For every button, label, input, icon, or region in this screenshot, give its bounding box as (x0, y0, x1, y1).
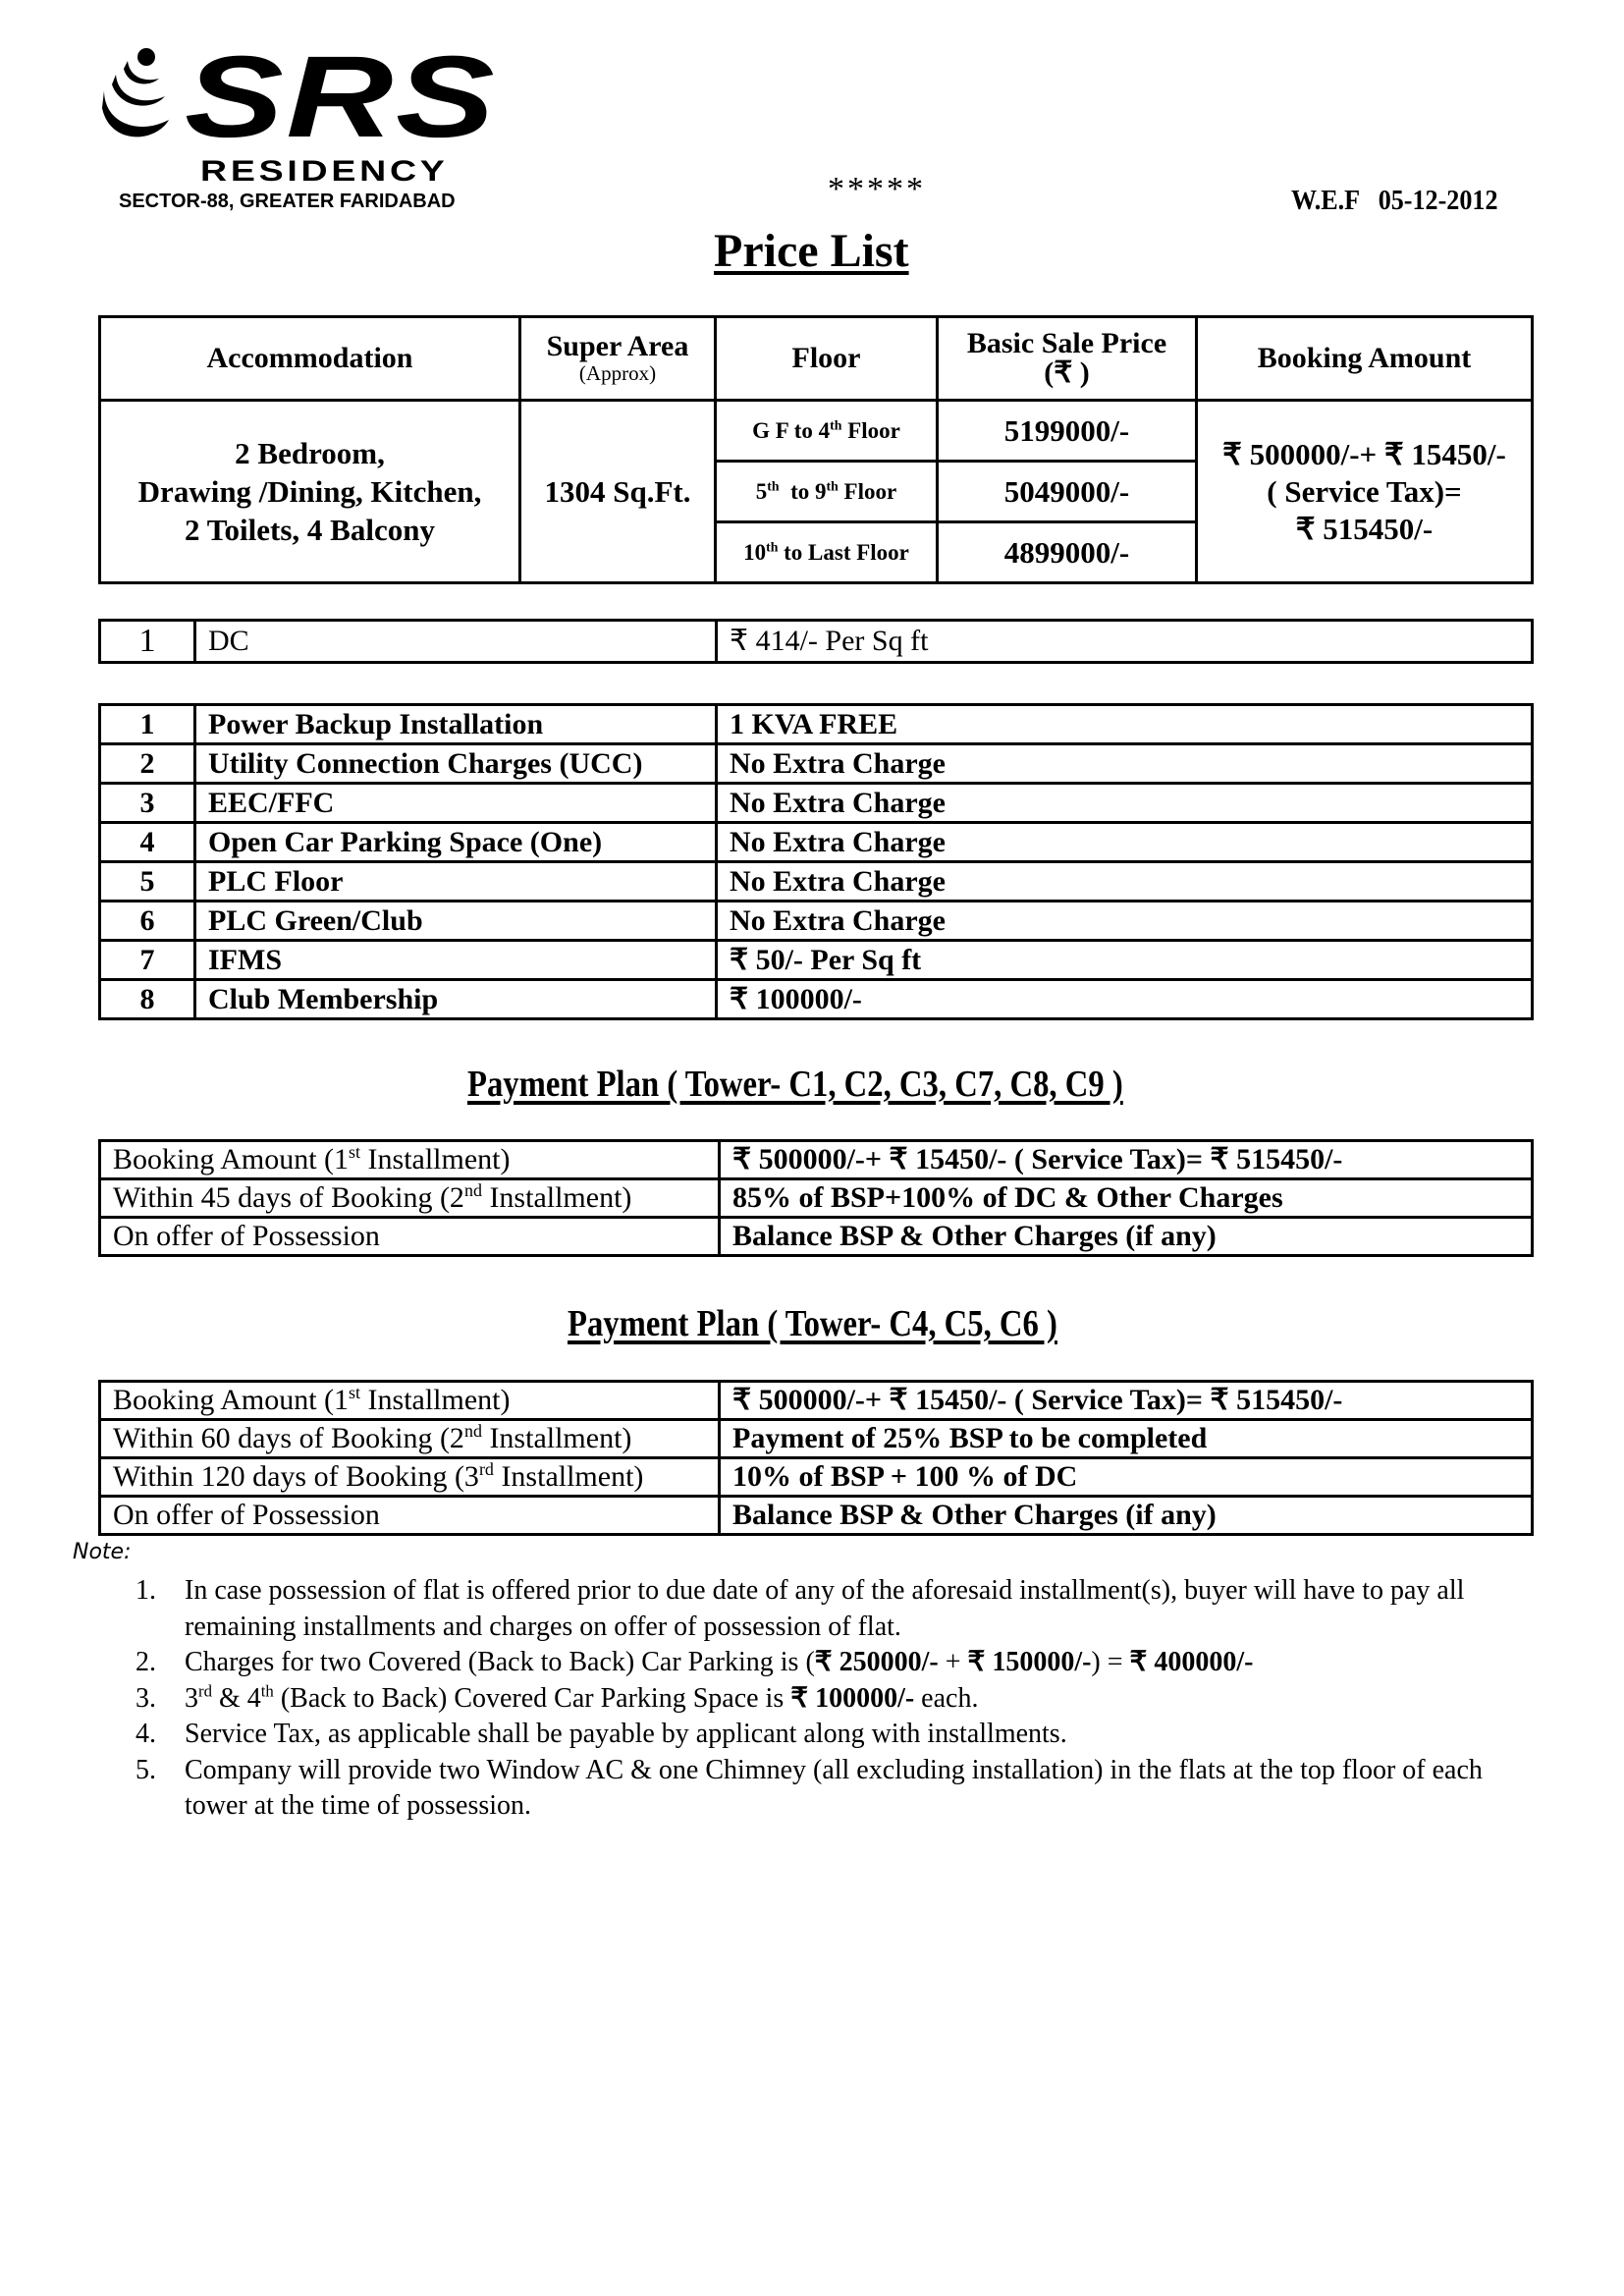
row-number: 5 (100, 862, 195, 902)
row-number: 8 (100, 980, 195, 1019)
installment-label: Booking Amount (1st Installment) (100, 1141, 720, 1179)
row-number: 1 (100, 621, 195, 663)
row-label: PLC Floor (195, 862, 717, 902)
installment-label: Within 120 days of Booking (3rd Installment) (100, 1458, 720, 1497)
row-number: 6 (100, 902, 195, 941)
floor-cell: 10th to Last Floor (716, 522, 938, 583)
table-row (100, 401, 1533, 462)
row-value: No Extra Charge (717, 862, 1533, 902)
installment-label: Within 60 days of Booking (2nd Installment) (100, 1420, 720, 1458)
table-row (100, 862, 1533, 902)
table-row (100, 902, 1533, 941)
price-table-header (100, 317, 1533, 401)
row-label: Utility Connection Charges (UCC) (195, 744, 717, 784)
note-item: 3. 3rd & 4th (Back to Back) Covered Car Parking Space is ₹ 100000/- each. (135, 1681, 979, 1714)
note-item: 4. Service Tax, as applicable shall be payable by applicant along with installments. (135, 1719, 1067, 1749)
table-row (100, 1458, 1533, 1497)
super-area-cell: 1304 Sq.Ft. (520, 401, 716, 583)
table-row (100, 1420, 1533, 1458)
logo-swirl-icon (100, 47, 173, 149)
effective-date: W.E.F 05-12-2012 (1291, 185, 1498, 216)
row-label: DC (195, 621, 717, 663)
row-label: Power Backup Installation (195, 705, 717, 744)
booking-amount-cell: ₹ 500000/-+ ₹ 15450/- ( Service Tax)= ₹ 515450/- (1197, 401, 1533, 583)
table-row (100, 1218, 1533, 1256)
row-label: PLC Green/Club (195, 902, 717, 941)
price-table (98, 315, 1534, 584)
logo-location: SECTOR-88, GREATER FARIDABAD (119, 191, 456, 212)
row-value: ₹ 414/- Per Sq ft (717, 621, 1533, 663)
row-value: No Extra Charge (717, 744, 1533, 784)
extras-table (98, 703, 1534, 1020)
installment-value: ₹ 500000/-+ ₹ 15450/- ( Service Tax)= ₹ 515450/- (720, 1141, 1533, 1179)
price-cell: 5049000/- (938, 462, 1197, 522)
payment-plan-2-heading: Payment Plan ( Tower- C4, C5, C6 ) (568, 1303, 1057, 1344)
payment-plan-1-heading: Payment Plan ( Tower- C1, C2, C3, C7, C8, C9 ) (467, 1064, 1123, 1105)
table-row (100, 744, 1533, 784)
dc-table (98, 619, 1534, 664)
row-number: 2 (100, 744, 195, 784)
page-title: Price List (714, 225, 909, 277)
row-number: 7 (100, 941, 195, 980)
row-value: No Extra Charge (717, 902, 1533, 941)
note-item: 2. Charges for two Covered (Back to Back) Car Parking is (₹ 250000/- + ₹ 150000/-) = ₹ 400000/- (135, 1647, 1254, 1677)
price-cell: 4899000/- (938, 522, 1197, 583)
table-row (100, 980, 1533, 1019)
installment-value: ₹ 500000/-+ ₹ 15450/- ( Service Tax)= ₹ 515450/- (720, 1382, 1533, 1420)
table-row (100, 784, 1533, 823)
installment-label: On offer of Possession (100, 1218, 720, 1256)
logo-name: RESIDENCY (200, 155, 449, 188)
table-row (100, 1179, 1533, 1218)
payment-plan-1-table (98, 1139, 1534, 1257)
row-value: ₹ 100000/- (717, 980, 1533, 1019)
row-label: Open Car Parking Space (One) (195, 823, 717, 862)
row-value: ₹ 50/- Per Sq ft (717, 941, 1533, 980)
row-label: EEC/FFC (195, 784, 717, 823)
table-row (100, 1497, 1533, 1535)
price-cell: 5199000/- (938, 401, 1197, 462)
col-basic-sale-price: Basic Sale Price (₹ ) (938, 317, 1197, 401)
installment-value: 85% of BSP+100% of DC & Other Charges (720, 1179, 1533, 1218)
note-label: Note: (73, 1540, 132, 1564)
row-value: No Extra Charge (717, 823, 1533, 862)
notes-list (135, 1573, 1549, 1825)
payment-plan-2-table (98, 1380, 1534, 1536)
row-value: No Extra Charge (717, 784, 1533, 823)
row-label: IFMS (195, 941, 717, 980)
floor-cell: 5th to 9th Floor (716, 462, 938, 522)
table-row (100, 823, 1533, 862)
accommodation-cell: 2 Bedroom, Drawing /Dining, Kitchen, 2 Toilets, 4 Balcony (100, 401, 520, 583)
floor-cell: G F to 4th Floor (716, 401, 938, 462)
col-floor: Floor (716, 317, 938, 401)
installment-value: Balance BSP & Other Charges (if any) (720, 1218, 1533, 1256)
note-item: 1. In case possession of flat is offered prior to due date of any of the aforesaid installment(s), buyer will have to pay all remaining installments and charges on offer of possession of flat. (135, 1575, 1465, 1642)
installment-label: On offer of Possession (100, 1497, 720, 1535)
row-number: 3 (100, 784, 195, 823)
decorative-stars: ***** (828, 171, 926, 207)
table-row (100, 1382, 1533, 1420)
table-row (100, 705, 1533, 744)
installment-value: Balance BSP & Other Charges (if any) (720, 1497, 1533, 1535)
installment-label: Within 45 days of Booking (2nd Installment) (100, 1179, 720, 1218)
col-booking-amount: Booking Amount (1197, 317, 1533, 401)
table-row (100, 621, 1533, 663)
table-row (100, 1141, 1533, 1179)
row-number: 4 (100, 823, 195, 862)
row-value: 1 KVA FREE (717, 705, 1533, 744)
row-label: Club Membership (195, 980, 717, 1019)
note-item: 5. Company will provide two Window AC & one Chimney (all excluding installation) in the flats at the top floor of each tower at the time of possession. (135, 1754, 1483, 1821)
installment-value: Payment of 25% BSP to be completed (720, 1420, 1533, 1458)
row-number: 1 (100, 705, 195, 744)
logo-brand: SRS (185, 32, 498, 162)
installment-value: 10% of BSP + 100 % of DC (720, 1458, 1533, 1497)
col-super-area: Super Area (Approx) (520, 317, 716, 401)
col-accommodation: Accommodation (100, 317, 520, 401)
table-row (100, 941, 1533, 980)
installment-label: Booking Amount (1st Installment) (100, 1382, 720, 1420)
